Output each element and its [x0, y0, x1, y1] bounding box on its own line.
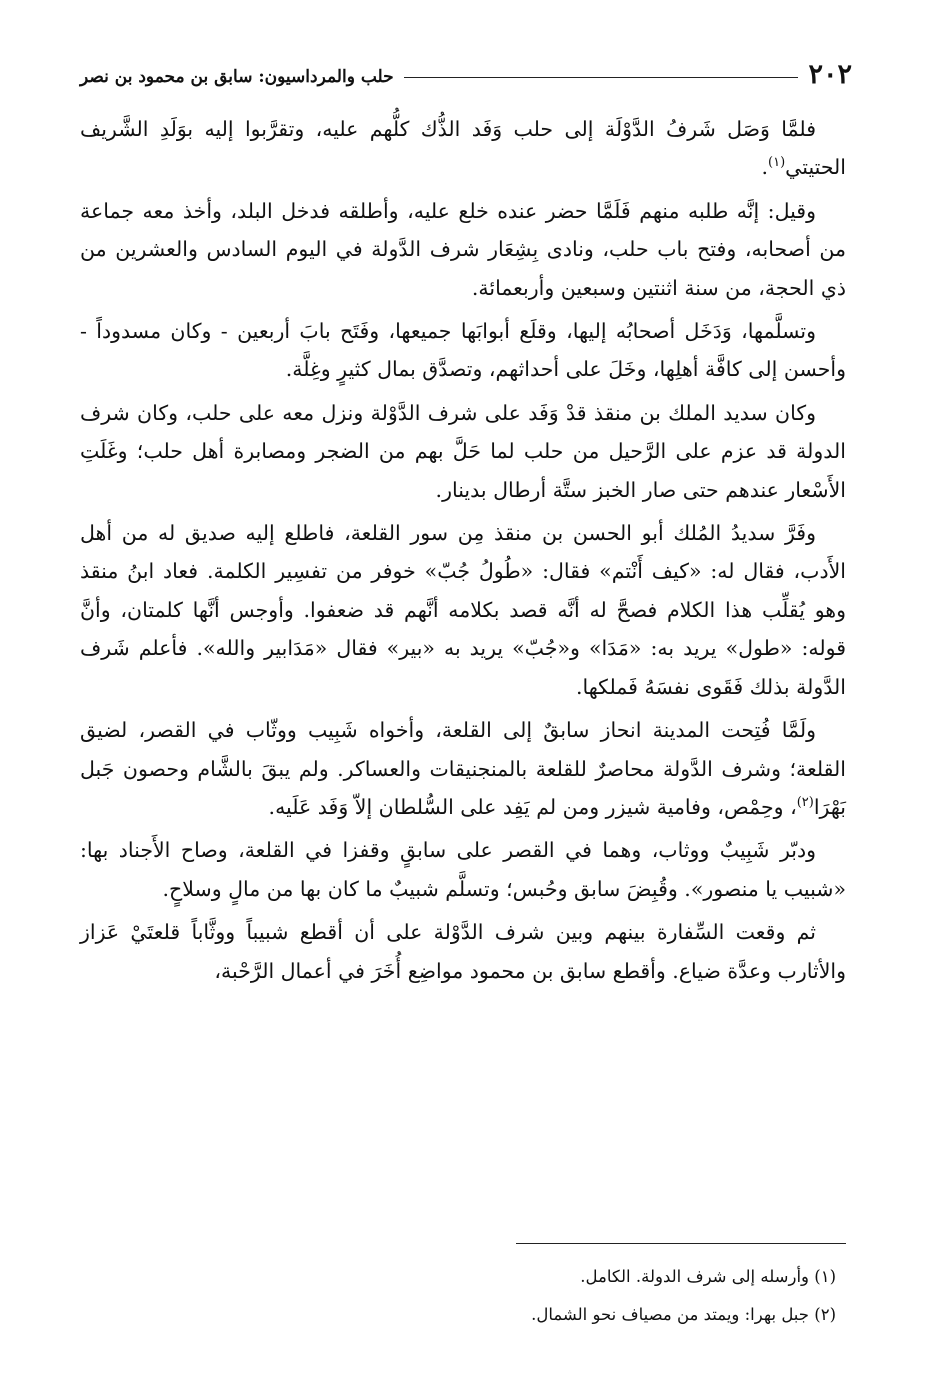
paragraph: وكان سديد الملك بن منقذ قدْ وَفَد على شرف الدَّوْلة ونزل معه على حلب، وكان شرف الدولة قد عزم على الرَّحيل من حلب لما حَلَّ بهم من الضجر ومصابرة أهل حلب؛ وغَلَتِ الأَسْعار عندهم حتى صار الخبز ستَّة أرطال بدينار. — [80, 400, 846, 502]
paragraph: وقيل: إنَّه طلبه منهم فَلَمَّا حضر عنده خلع عليه، وأطلقه فدخل البلد، وأخذ معه جماعة من أصحابه، وفتح باب حلب، ونادى بِشِعَار شرف الدَّولة في اليوم السادس والعشرين من ذي الحجة، من سنة اثنتين وسبعين وأربعمائة. — [80, 198, 846, 300]
footnote-divider — [516, 1243, 846, 1244]
footnotes — [80, 1262, 836, 1338]
header-rule — [404, 77, 799, 78]
footnote-marker: (٢) — [796, 795, 814, 811]
paragraph: وتسلَّمها، وَدَخَل أصحابُه إليها، وقلَع أبوابَها جميعها، وفَتَح بابَ أربعين - وكان مسدوداً - وأحسن إلى كافَّة أهلِها، وخَلَ على أحداثهم، وتصدَّق بمال كثيرٍ وغِلَّة. — [80, 319, 846, 382]
footnote-marker: (١) — [768, 155, 786, 171]
paragraph: فلمَّا وَصَل شَرفُ الدَّوْلَة إلى حلب وَفَد الذُّك كلُّهم عليه، وتقرَّبوا إليه بوَلَدِ الشَّريف الحتيتي$^{(١)}$. — [80, 117, 846, 180]
paragraph: وفَرَّ سديدُ المُلك أبو الحسن بن منقذ مِن سور القلعة، فاطلع إليه صديق له من أهل الأَدب، فقال له: «كيف أَنْتم» فقال: «طُولُ جُبّ» خوفر من تفسِير الكلمة. فعاد ابنُ منقذ وهو يُقلِّب هذا الكلام فصحَّ له أنَّه قصد بكلامه أنَّهم قد ضعفوا. وأوجس أنَّها كلمتان، وأنَّ قوله: «طول» يريد به: «مَدَا» و«جُبّ» يريد به «بير» فقال «مَدَابير والله». فأعلم شَرف الدَّولة بذلك فَقَوى نفسَهُ فَملكها. — [80, 521, 846, 699]
paragraph: ثم وقعت السِّفارة بينهم وبين شرف الدَّوْلة على أن أقطع شبيباً ووثَّاباً قلعتَيْ عَزاز والأثارب وعدَّة ضياع. وأقطع سابق بن محمود مواضِع أُخَرَ في أعمال الرَّحْبة، — [80, 920, 846, 983]
footnote: (١) وأرسله إلى شرف الدولة. الكامل. — [580, 1267, 836, 1286]
page-number: ٢٠٢ — [808, 59, 852, 90]
running-title: حلب والمرداسيون: سابق بن محمود بن نصر — [80, 67, 394, 87]
page-header — [80, 50, 852, 90]
body-text — [80, 110, 846, 995]
footnote: (٢) جبل بهرا: ويمتد من مصياف نحو الشمال. — [531, 1305, 836, 1324]
paragraph: ولَمَّا فُتِحت المدينة انحاز سابقٌ إلى القلعة، وأخواه شَبِيب ووثّاب في القصر، لضيق القلعة؛ وشرف الدَّولة محاصرٌ للقلعة بالمنجنيقات والعساكر. ولم يبقَ بالشَّام وحصون جَبل بَهْرَا$^{(٢)}$، وحِمْص، وفامية شيزر ومن لم يَفِد على السُّلطان إلاّ وَفَد عَلَيه. — [80, 718, 846, 819]
paragraph: ودبّر شَبِيبٌ ووثاب، وهما في القصر على سابقٍ وقفزا في القلعة، وصاح الأَجناد بها: «شبيب يا منصور». وقُبِضَ سابق وحُبس؛ وتسلَّم شبيبٌ ما كان بها من مالٍ وسلاحٍ. — [80, 838, 846, 901]
